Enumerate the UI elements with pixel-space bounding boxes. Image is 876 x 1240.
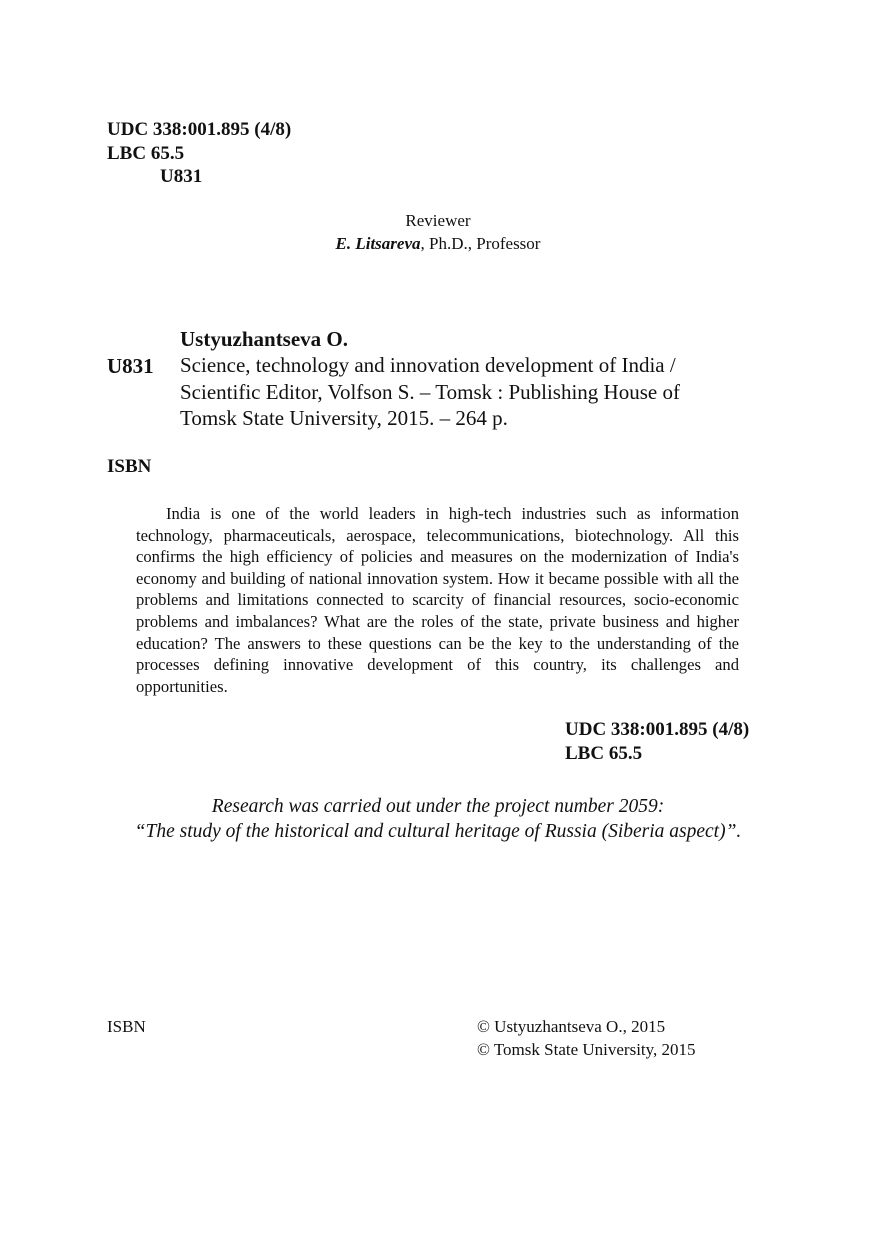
reviewer-credentials: , Ph.D., Professor bbox=[420, 234, 541, 253]
entry-title bbox=[180, 352, 760, 432]
lbc-code-right: LBC 65.5 bbox=[565, 743, 643, 764]
copyright-block bbox=[477, 1015, 696, 1061]
copyright-university: © Tomsk State University, 2015 bbox=[477, 1040, 696, 1059]
footer-isbn: ISBN bbox=[107, 1017, 146, 1036]
lbc-code: LBC 65.5 bbox=[107, 142, 185, 164]
isbn-label: ISBN bbox=[107, 456, 152, 477]
reviewer-heading: Reviewer bbox=[405, 211, 471, 230]
title-line: Science, technology and innovation development of India / bbox=[180, 353, 676, 377]
udc-code: UDC 338:001.895 (4/8) bbox=[107, 119, 292, 140]
reviewer-block bbox=[0, 209, 876, 255]
research-note-line-2: “The study of the historical and cultural heritage of Russia (Siberia aspect)”. bbox=[134, 821, 742, 842]
title-line: Scientific Editor, Volfson S. – Tomsk : Publishing House of bbox=[180, 379, 680, 404]
title-line: Tomsk State University, 2015. – 264 p. bbox=[180, 406, 508, 430]
copyright-author: © Ustyuzhantseva O., 2015 bbox=[477, 1017, 666, 1036]
reviewer-name: E. Litsareva bbox=[335, 234, 421, 253]
reviewer-line bbox=[0, 232, 876, 255]
entry-author: Ustyuzhantseva O. bbox=[180, 327, 349, 351]
entry-code: U831 bbox=[107, 354, 154, 378]
abstract-paragraph: India is one of the world leaders in high-tech industries such as information technology, pharmaceuticals, aerospace, telecommunications, biotechnology. All this confirms the high efficiency of policies and measures on the modernization of India's economy and building of national innovation system. How it became possible with all the problems and limitations connected to scarcity of financial resources, socio-economic problems and imbalances? What are the roles of the state, private business and higher education? The answers to these questions can be the key to the understanding of the processes defining innovative development of this country, its challenges and opportunities. bbox=[136, 504, 739, 696]
classification-block bbox=[107, 118, 291, 189]
research-note bbox=[0, 794, 876, 844]
author-code: U831 bbox=[160, 166, 203, 187]
classification-right bbox=[565, 718, 749, 766]
research-note-line-1: Research was carried out under the project number 2059: bbox=[211, 796, 665, 817]
udc-code-right: UDC 338:001.895 (4/8) bbox=[565, 719, 750, 740]
